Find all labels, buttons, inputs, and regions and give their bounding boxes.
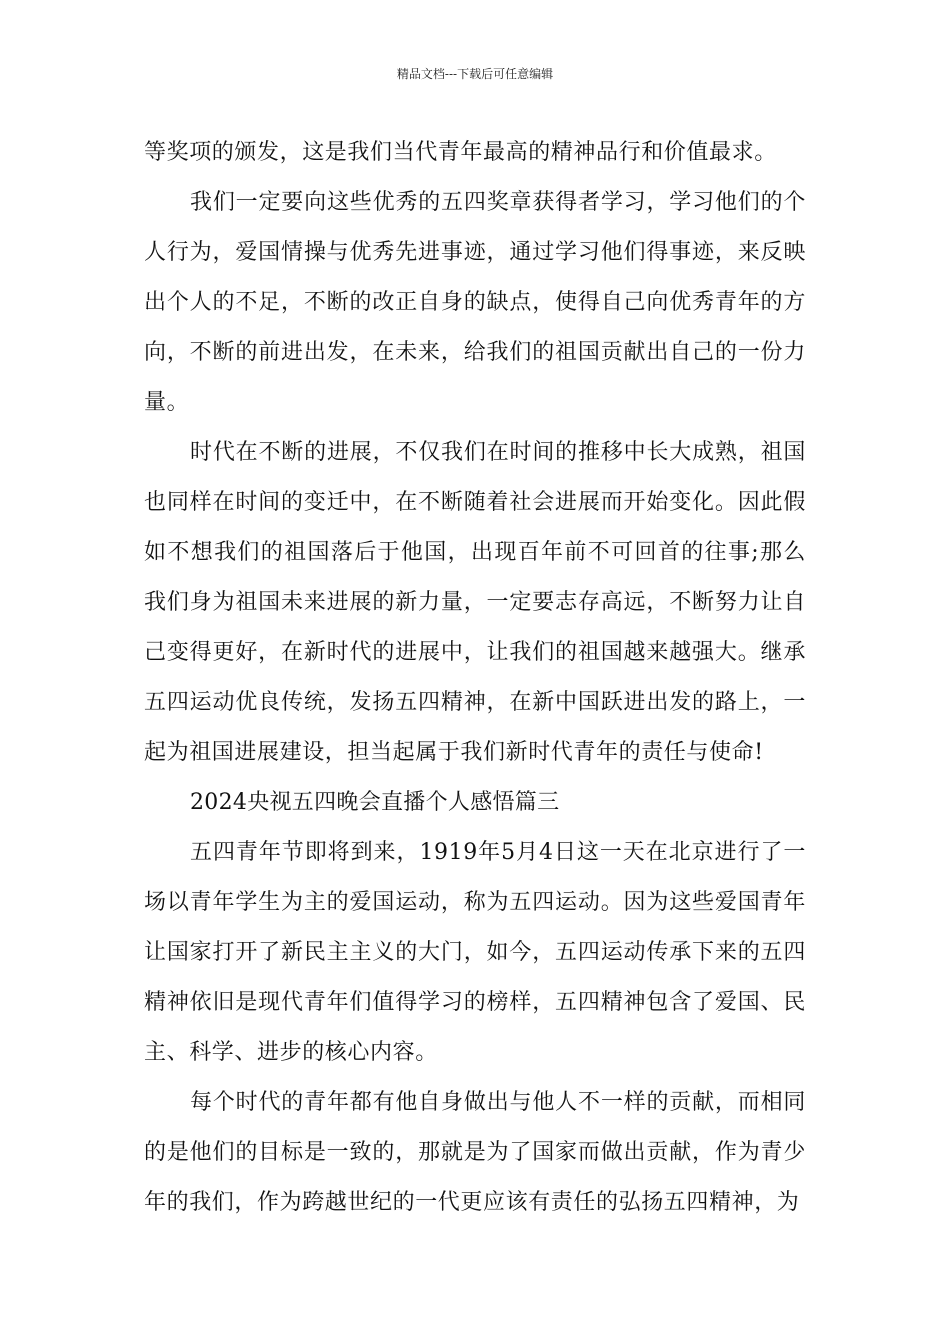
- paragraph-4: 五四青年节即将到来，1919年5月4日这一天在北京进行了一场以青年学生为主的爱国运动，称为五四运动。因为这些爱国青年让国家打开了新民主主义的大门，如今，五四运动传承下来的五四精神依旧是现代青年们值得学习的榜样，五四精神包含了爱国、民主、科学、进步的核心内容。: [144, 840, 806, 1065]
- page-header: 精品文档---下载后可任意编辑: [396, 67, 554, 81]
- section-heading: 2024央视五四晚会直播个人感悟篇三: [190, 790, 560, 815]
- paragraph-3: 时代在不断的进展，不仅我们在时间的推移中长大成熟，祖国也同样在时间的变迁中，在不断随着社会进展而开始变化。因此假如不想我们的祖国落后于他国，出现百年前不可回首的往事;那么我们身为祖国未来进展的新力量，一定要志存高远，不断努力让自己变得更好，在新时代的进展中，让我们的祖国越来越强大。继承五四运动优良传统，发扬五四精神，在新中国跃进出发的路上，一起为祖国进展建设，担当起属于我们新时代青年的责任与使命!: [144, 440, 806, 765]
- paragraph-2: 我们一定要向这些优秀的五四奖章获得者学习，学习他们的个人行为，爱国情操与优秀先进事迹，通过学习他们得事迹，来反映出个人的不足，不断的改正自身的缺点，使得自己向优秀青年的方向，不断的前进出发，在未来，给我们的祖国贡献出自己的一份力量。: [144, 190, 806, 415]
- document-body: [144, 128, 806, 1228]
- paragraph-1: 等奖项的颁发，这是我们当代青年最高的精神品行和价值最求。: [144, 140, 777, 165]
- paragraph-5: 每个时代的青年都有他自身做出与他人不一样的贡献，而相同的是他们的目标是一致的，那就是为了国家而做出贡献，作为青少年的我们，作为跨越世纪的一代更应该有责任的弘扬五四精神，为: [144, 1090, 806, 1215]
